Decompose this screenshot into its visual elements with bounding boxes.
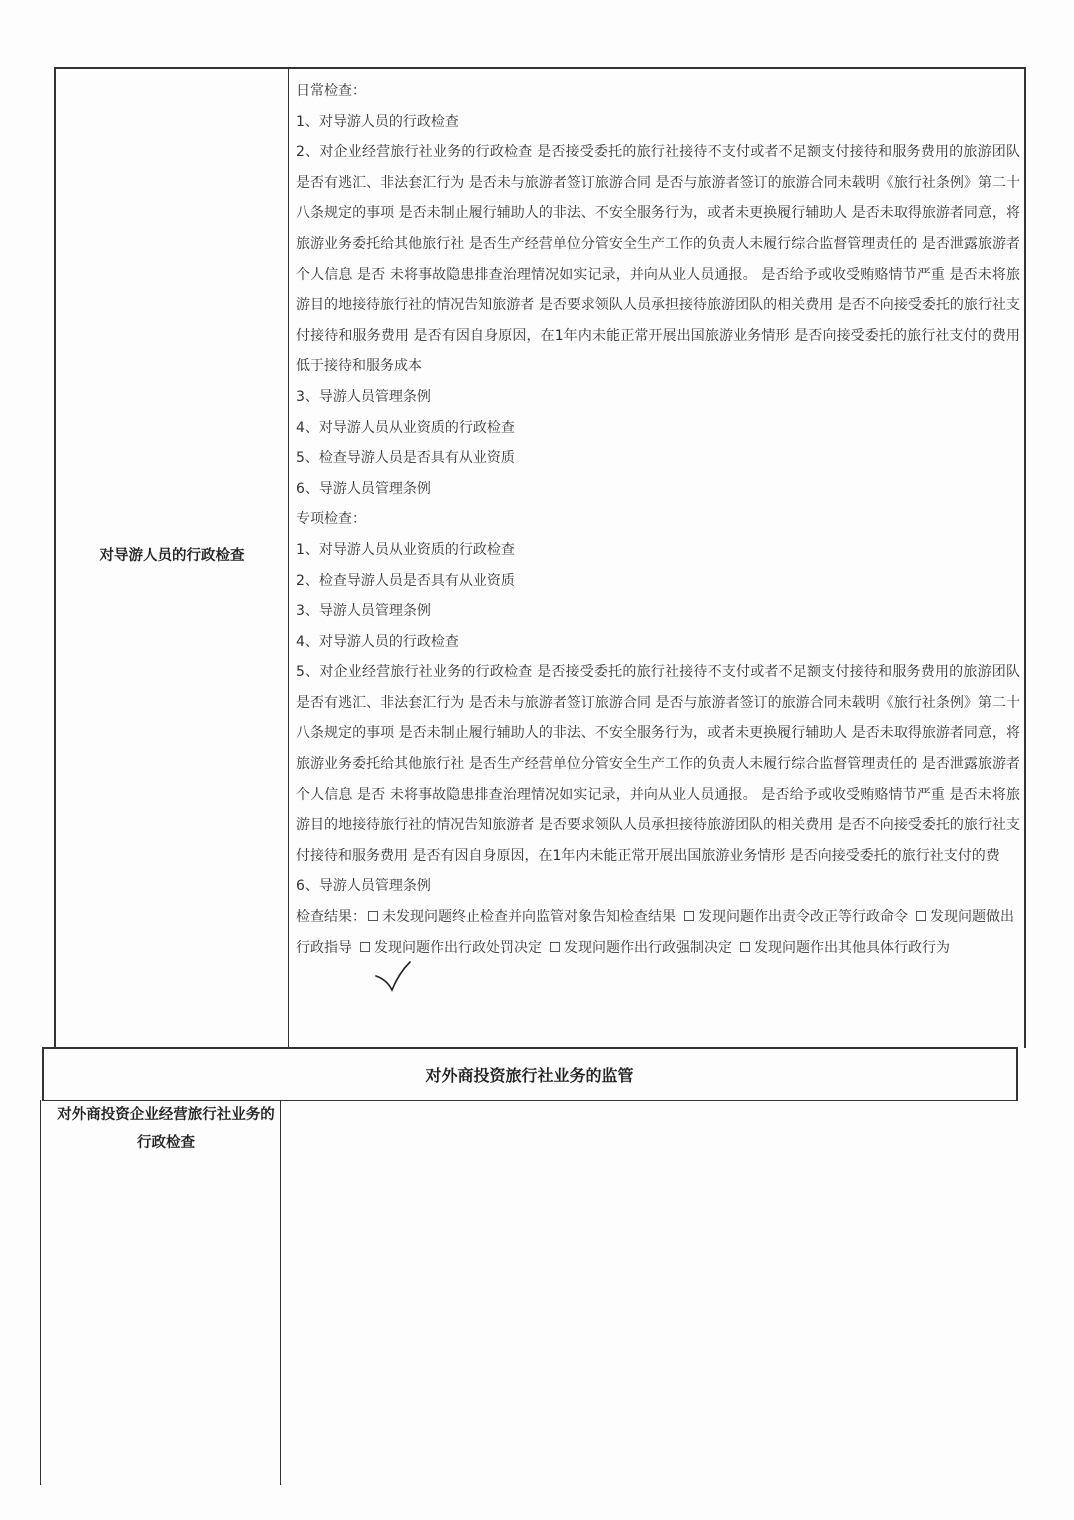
special-item-6: 6、导游人员管理条例	[296, 878, 431, 895]
table2-row-label: 对外商投资企业经营旅行社业务的行政检查	[57, 1107, 275, 1151]
table2-left-border	[40, 1100, 41, 1485]
special-item-1: 1、对导游人员从业资质的行政检查	[296, 541, 515, 558]
checkbox-icon	[916, 911, 926, 921]
result-option-2: 发现问题作出责令改正等行政命令	[698, 909, 908, 926]
checkbox-icon	[368, 911, 378, 921]
daily-item-3: 3、导游人员管理条例	[296, 388, 431, 405]
daily-check-header: 日常检查：	[296, 83, 366, 99]
table1-content	[296, 76, 1020, 963]
special-item-2: 2、检查导游人员是否具有从业资质	[296, 572, 515, 589]
table1-top-border	[54, 67, 1026, 69]
table2-column-divider	[280, 1100, 281, 1485]
special-item-5: 5、对企业经营旅行社业务的行政检查 是否接受委托的旅行社接待不支付或者不足额支付接待和服务费用的旅游团队 是否有逃汇、非法套汇行为 是否未与旅游者签订旅游合同 是否与旅游者签订的旅游合同未载明《旅行社条例》第二十八条规定的事项 是否未制止履行辅助人的非法、不安全服务行为，或者未更换履行辅助人 是否未取得旅游者同意，将旅游业务委托给其他旅行社 是否生产经营单位分管安全生产工作的负责人未履行综合监督管理责任的 是否泄露旅游者个人信息 是否 未将事故隐患排查治理情况如实记录，并向从业人员通报。 是否给予或收受贿赂情节严重 是否未将旅游目的地接待旅行社的情况告知旅游者 是否要求领队人员承担接待旅游团队的相关费用 是否不向接受委托的旅行社支付接待和服务费用 是否有因自身原因，在1年内未能正常开展出国旅游业务情形 是否向接受委托的旅行社支付的费	[296, 664, 1020, 864]
daily-item-4: 4、对导游人员从业资质的行政检查	[296, 419, 515, 436]
table1-right-border	[1024, 67, 1026, 1048]
result-option-4: 发现问题作出行政处罚决定	[374, 939, 542, 956]
checkbox-icon	[684, 911, 694, 921]
daily-item-1: 1、对导游人员的行政检查	[296, 113, 459, 130]
daily-item-6: 6、导游人员管理条例	[296, 480, 431, 497]
result-option-6: 发现问题作出其他具体行政行为	[754, 939, 950, 956]
check-result	[296, 902, 1020, 963]
daily-item-2: 2、对企业经营旅行社业务的行政检查 是否接受委托的旅行社接待不支付或者不足额支付接待和服务费用的旅游团队 是否有逃汇、非法套汇行为 是否未与旅游者签订旅游合同 是否与旅游者签订的旅游合同未载明《旅行社条例》第二十八条规定的事项 是否未制止履行辅助人的非法、不安全服务行为，或者未更换履行辅助人 是否未取得旅游者同意，将旅游业务委托给其他旅行社 是否生产经营单位分管安全生产工作的负责人未履行综合监督管理责任的 是否泄露旅游者个人信息 是否 未将事故隐患排查治理情况如实记录，并向从业人员通报。 是否给予或收受贿赂情节严重 是否未将旅游目的地接待旅行社的情况告知旅游者 是否要求领队人员承担接待旅游团队的相关费用 是否不向接受委托的旅行社支付接待和服务费用 是否有因自身原因，在1年内未能正常开展出国旅游业务情形 是否向接受委托的旅行社支付的费用低于接待和服务成本	[296, 144, 1020, 375]
special-item-3: 3、导游人员管理条例	[296, 603, 431, 620]
section-title: 对外商投资旅行社业务的监管	[425, 1066, 634, 1085]
handwritten-checkmark-icon	[374, 960, 414, 1000]
special-item-4: 4、对导游人员的行政检查	[296, 633, 459, 650]
special-check-header: 专项检查：	[296, 511, 366, 528]
table1-left-border	[54, 67, 56, 1048]
checkbox-icon	[550, 942, 560, 952]
checkbox-icon	[740, 942, 750, 952]
table1-column-divider	[288, 67, 289, 1048]
checkbox-icon	[360, 942, 370, 952]
result-option-3: 发现问题做出行政指导	[296, 909, 1014, 956]
section-title-top-border	[42, 1047, 1018, 1049]
result-option-1: 未发现问题终止检查并向监管对象告知检查结果	[382, 909, 676, 926]
table1-row-label: 对导游人员的行政检查	[99, 548, 245, 564]
result-option-5: 发现问题作出行政强制决定	[564, 939, 732, 956]
check-result-label: 检查结果：	[296, 909, 366, 926]
daily-item-5: 5、检查导游人员是否具有从业资质	[296, 450, 515, 467]
